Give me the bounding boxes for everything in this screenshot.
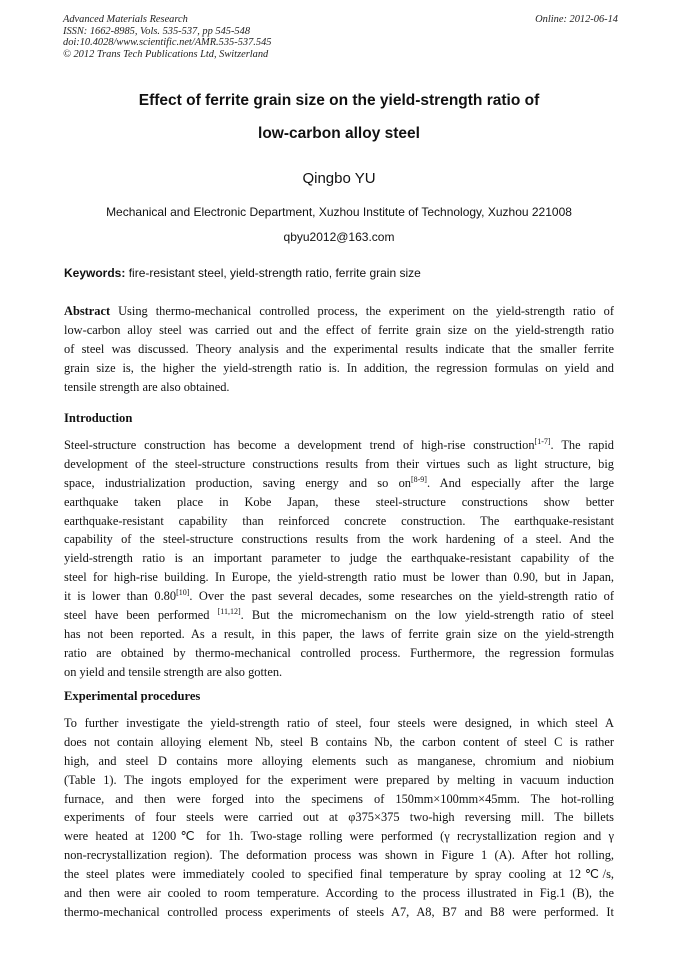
text-run: earthquake-resistant capability than reinforced concrete construction. The earthquake-resistant bbox=[64, 513, 614, 528]
introduction-line bbox=[64, 455, 614, 474]
citation: [1-7] bbox=[534, 437, 551, 446]
introduction-line bbox=[64, 568, 614, 587]
abstract-line: tensile strength are also obtained. bbox=[64, 379, 230, 394]
keywords bbox=[64, 266, 624, 280]
journal-name: Advanced Materials Research bbox=[63, 14, 188, 25]
author-name: Qingbo YU bbox=[302, 170, 376, 187]
text-run: . The rapid bbox=[550, 438, 614, 452]
text-run: Steel-structure construction has become a development trend of high-rise construction bbox=[64, 438, 535, 452]
introduction-line bbox=[64, 474, 614, 493]
abstract-line: low-carbon alloy steel was carried out and the effect of ferrite grain size on the yield-strength ratio bbox=[64, 322, 614, 337]
introduction-body bbox=[64, 436, 614, 682]
experimental-body bbox=[64, 714, 614, 922]
experimental-line: and then were air cooled to room temperature. According to the process illustrated in Fig.1 (B), the bbox=[64, 886, 614, 901]
introduction-line bbox=[64, 663, 614, 682]
citation: [10] bbox=[176, 588, 190, 598]
text-run: . And especially after the large bbox=[426, 475, 614, 490]
text-run: . But the micromechanism on the low yield-strength ratio of steel bbox=[240, 608, 614, 623]
introduction-line bbox=[64, 512, 614, 531]
citation: [8-9] bbox=[410, 474, 427, 484]
issn-line: ISSN: 1662-8985, Vols. 535-537, pp 545-548 bbox=[63, 25, 251, 37]
introduction-heading: Introduction bbox=[64, 411, 133, 425]
introduction-line bbox=[64, 644, 614, 663]
experimental-line: were heated at 1200℃ for 1h. Two-stage rolling were performed (γ recrystallization region and γ bbox=[64, 829, 614, 844]
introduction-line bbox=[64, 549, 614, 568]
affiliation: Mechanical and Electronic Department, Xuzhou Institute of Technology, Xuzhou 221008 bbox=[106, 205, 572, 219]
abstract-line: of steel was discussed. Theory analysis and the experimental results indicate that the smaller ferrite bbox=[64, 341, 614, 356]
experimental-heading: Experimental procedures bbox=[64, 689, 201, 703]
experimental-line: the steel plates were immediately cooled to specified final temperature by spray cooling at 12℃/s, bbox=[64, 867, 614, 882]
text-run: . Over the past several decades, some researches on the yield-strength ratio of bbox=[189, 589, 614, 604]
text-run: steel for high-rise building. In Europe, the yield-strength ratio must be lower than 0.90, but in Japan, bbox=[64, 570, 614, 585]
introduction-line bbox=[64, 587, 614, 606]
copyright-line: © 2012 Trans Tech Publications Ltd, Switzerland bbox=[63, 48, 269, 60]
keywords-text: fire-resistant steel, yield-strength ratio, ferrite grain size bbox=[125, 266, 421, 280]
abstract bbox=[64, 302, 614, 396]
abstract-line: Using thermo-mechanical controlled process, the experiment on the yield-strength ratio of bbox=[110, 304, 614, 318]
experimental-line: thermo-mechanical controlled process experiments of steels A7, A8, B7 and B8 were performed. It bbox=[64, 904, 614, 919]
doi-line: doi:10.4028/www.scientific.net/AMR.535-537.545 bbox=[63, 37, 272, 49]
citation: [11,12] bbox=[217, 607, 241, 617]
text-run: development of the steel-structure constructions results from their virtues such as light structure, big bbox=[64, 456, 614, 471]
introduction-line bbox=[64, 493, 614, 512]
title-line-2: low-carbon alloy steel bbox=[258, 125, 420, 142]
text-run: space, industrialization production, saving energy and so on bbox=[64, 475, 411, 490]
experimental-line: furnace, and then were forged into the specimens of 150mm×100mm×45mm. The hot-rolling bbox=[64, 791, 614, 806]
introduction-line bbox=[64, 530, 614, 549]
experimental-line: high, and steel D contains more alloying elements such as manganese, chromium and niobium bbox=[64, 753, 614, 768]
text-run: earthquake taken place in Kobe Japan, these steel-structure constructions show better bbox=[64, 494, 614, 509]
experimental-line: (Table 1). The ingots employed for the experiment were prepared by melting in vacuum induction bbox=[64, 772, 614, 787]
online-date: Online: 2012-06-14 bbox=[535, 14, 618, 25]
experimental-line: non-recrystallization region). The deformation process was shown in Figure 1 (A). After hot rolling, bbox=[64, 848, 614, 863]
author-email: qbyu2012@163.com bbox=[283, 230, 395, 244]
text-run: on yield and tensile strength are also gotten. bbox=[64, 664, 283, 679]
abstract-line: grain size is, the higher the yield-strength ratio is. In addition, the regression formulas on yield and bbox=[64, 360, 614, 375]
title-line-1: Effect of ferrite grain size on the yield-strength ratio of bbox=[138, 92, 540, 109]
text-run: capability of the steel-structure constructions results from the work hardening of a steel. And the bbox=[64, 532, 614, 547]
text-run: ratio are obtained by thermo-mechanical controlled process. Furthermore, the regression formulas bbox=[64, 645, 614, 660]
text-run: steel have been performed bbox=[64, 608, 218, 623]
text-run: has not been reported. As a result, in this paper, the laws of ferrite grain size on the yield-strength bbox=[64, 626, 614, 641]
experimental-line: To further investigate the yield-strength ratio of steel, four steels were designed, in which steel A bbox=[64, 716, 614, 730]
keywords-label: Keywords: bbox=[64, 266, 126, 280]
introduction-line bbox=[64, 606, 614, 625]
text-run: it is lower than 0.80 bbox=[64, 589, 177, 604]
introduction-line bbox=[64, 436, 614, 455]
experimental-line: experiments of four steels were carried out at φ375×375 two-high reversing mill. The billets bbox=[64, 810, 614, 825]
introduction-line bbox=[64, 625, 614, 644]
abstract-label: Abstract bbox=[64, 304, 111, 318]
text-run: yield-strength ratio is an important parameter to judge the earthquake-resistant capability of the bbox=[64, 551, 614, 566]
journal-header bbox=[63, 14, 618, 60]
experimental-line: does not contain alloying element Nb, steel B contains Nb, the carbon content of steel C is rather bbox=[64, 734, 614, 749]
